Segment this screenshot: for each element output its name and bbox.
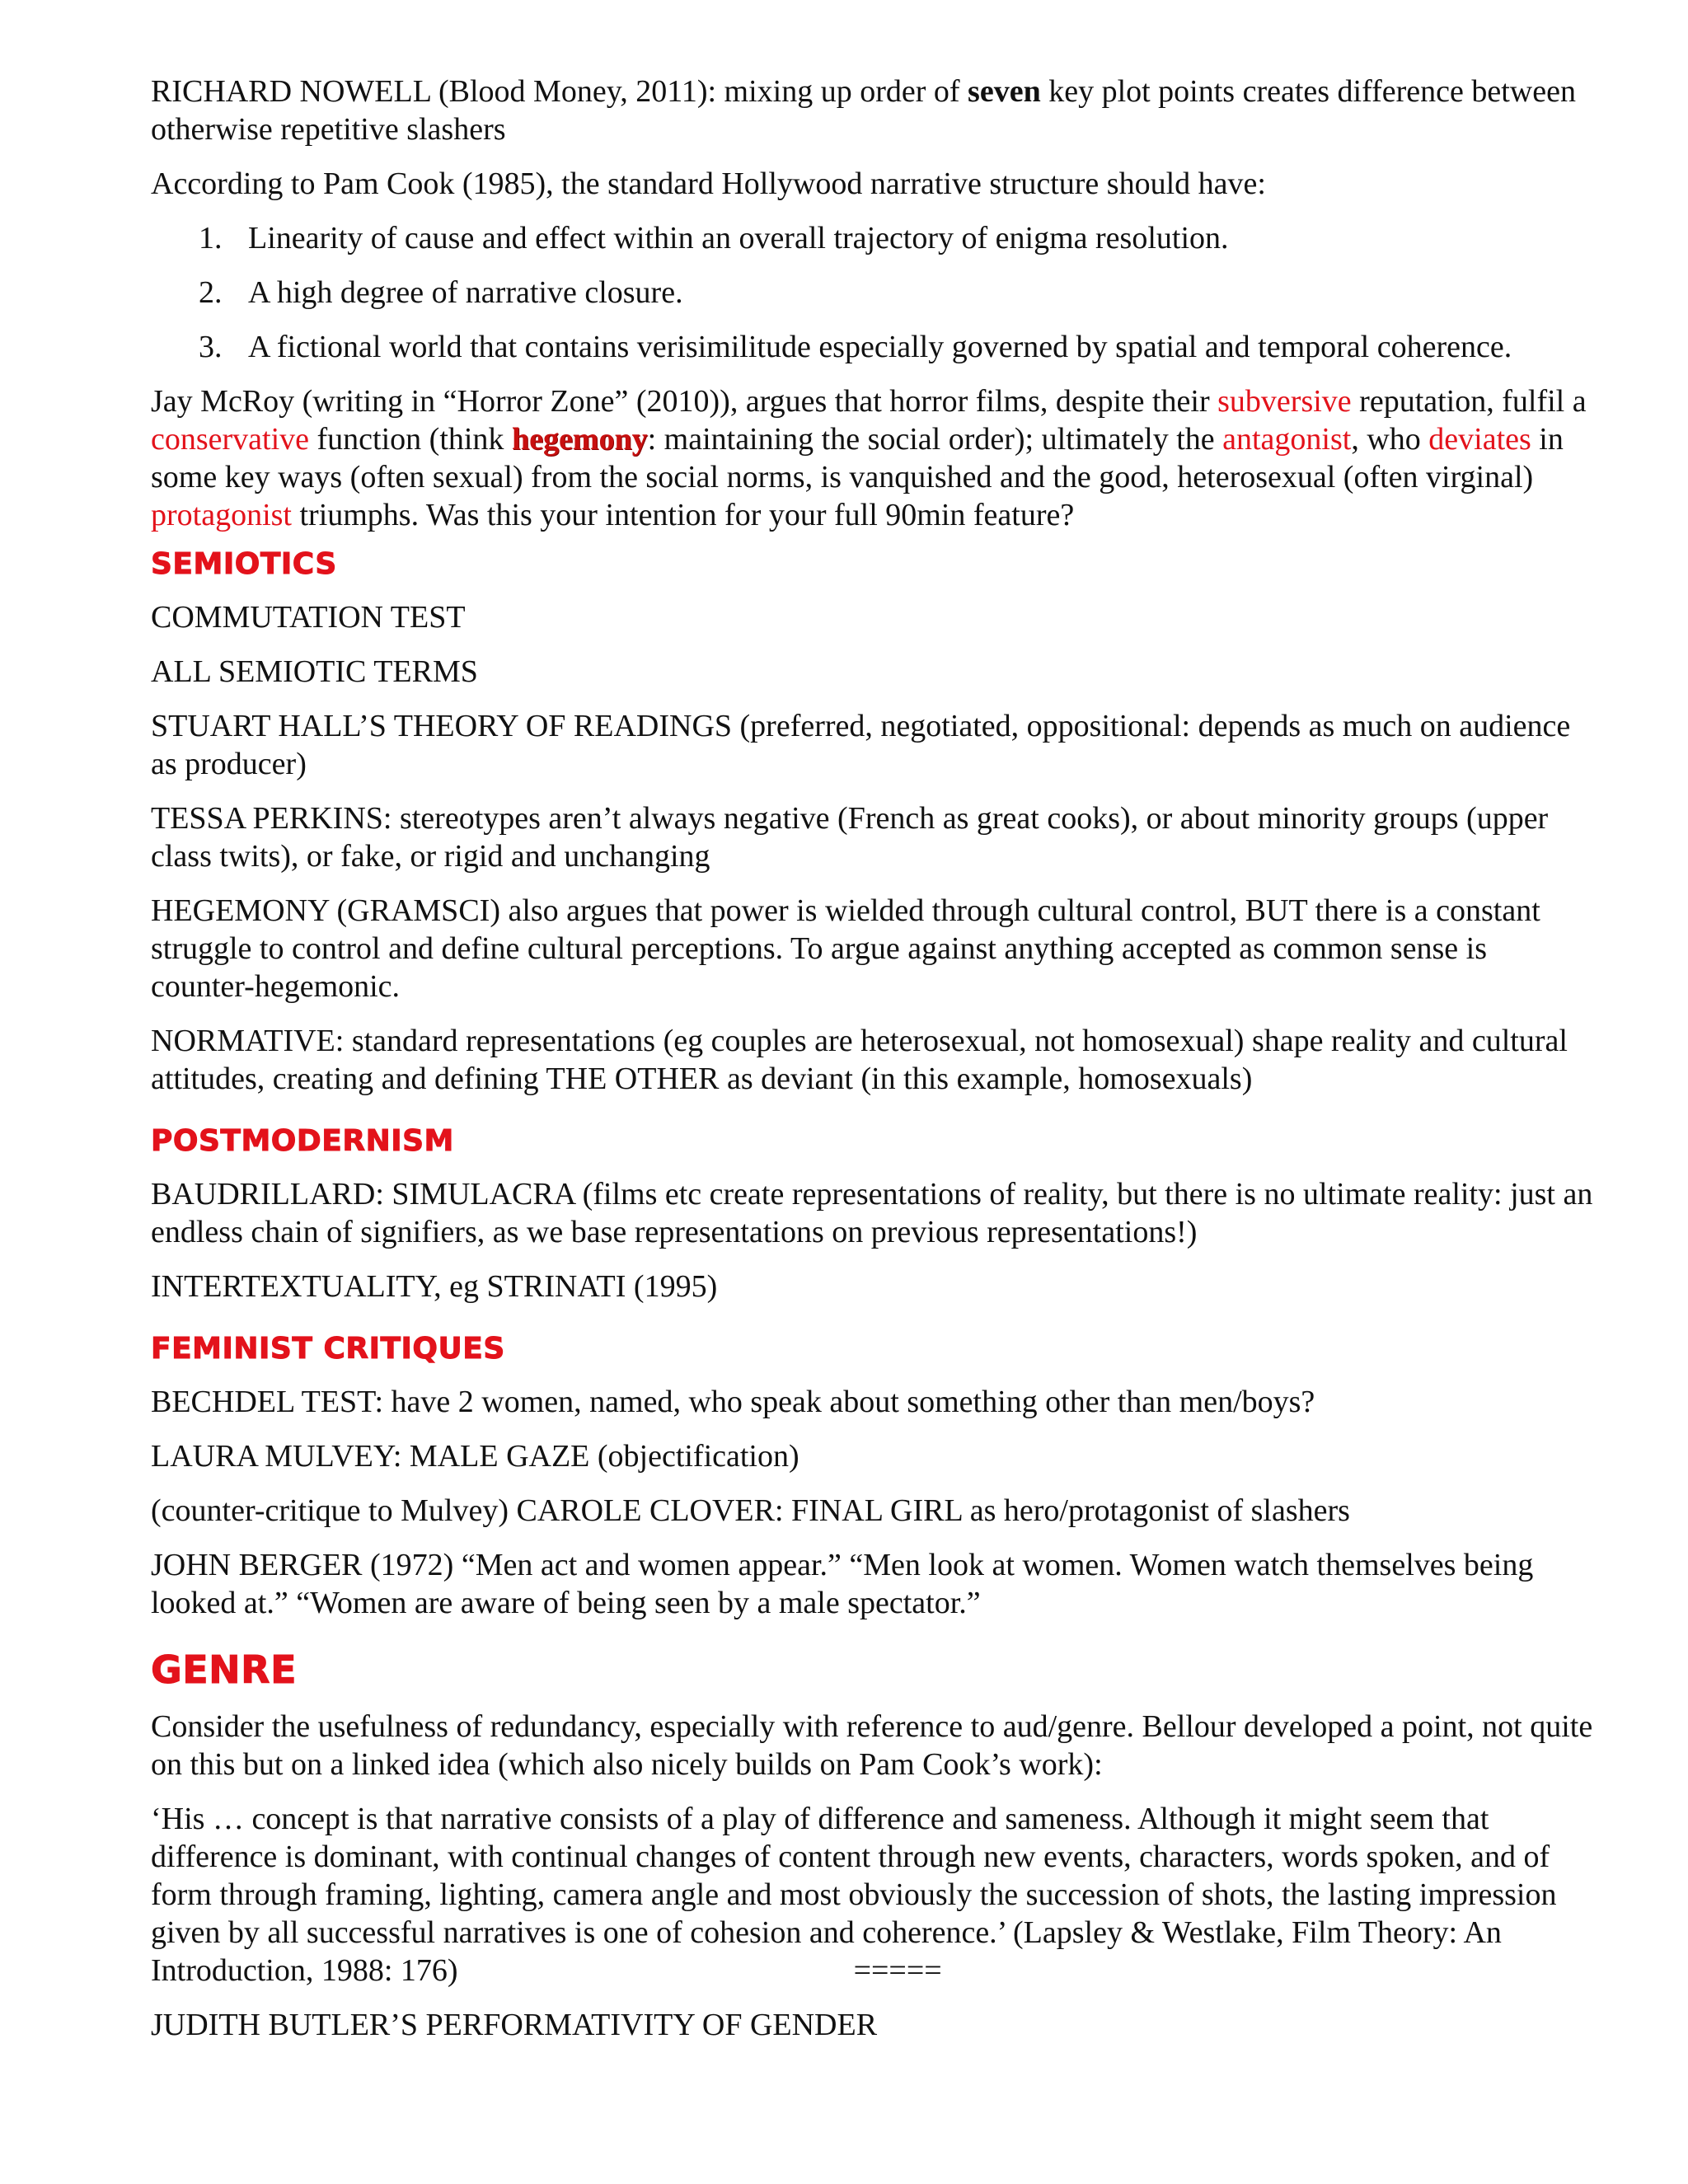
semiotics-item: ALL SEMIOTIC TERMS <box>151 654 478 689</box>
heading-semiotics: SEMIOTICS <box>151 547 337 581</box>
mcroy-text: Jay McRoy (writing in “Horror Zone” (2010)), argues that horror films, despite their <box>151 384 1218 419</box>
semiotics-item: COMMUTATION TEST <box>151 600 466 635</box>
semiotics-item: HEGEMONY (GRAMSCI) also argues that power is wielded through cultural control, BUT there is a constant struggle to control and define cultural perceptions. To argue against anything accepted as common sense is counter-hegemonic. <box>151 893 1540 1004</box>
feminist-item: LAURA MULVEY: MALE GAZE (objectification) <box>151 1439 799 1474</box>
cook-list <box>151 219 1593 366</box>
feminist-item: BECHDEL TEST: have 2 women, named, who speak about something other than men/boys? <box>151 1385 1315 1419</box>
term-antagonist: antagonist <box>1222 422 1352 457</box>
heading-feminist-critiques: FEMINIST CRITIQUES <box>151 1332 505 1366</box>
heading-postmodernism: POSTMODERNISM <box>151 1124 454 1158</box>
list-number: 1. <box>199 221 223 255</box>
mcroy-text: , who <box>1351 422 1429 457</box>
nowell-bold-seven: seven <box>968 74 1041 109</box>
list-text: Linearity of cause and effect within an overall trajectory of enigma resolution. <box>248 221 1229 255</box>
list-item <box>151 328 1593 366</box>
list-number: 2. <box>199 275 223 310</box>
heading-genre: GENRE <box>151 1647 298 1692</box>
nowell-paragraph <box>151 73 1593 148</box>
cook-intro: According to Pam Cook (1985), the standard Hollywood narrative structure should have: <box>151 166 1266 201</box>
divider-marker: ===== <box>853 1953 942 1988</box>
butler-line: JUDITH BUTLER’S PERFORMATIVITY OF GENDER <box>151 2008 878 2042</box>
mcroy-text: : maintaining the social order); ultimately the <box>647 422 1223 457</box>
term-subversive: subversive <box>1217 384 1352 419</box>
mcroy-text: reputation, fulfil a <box>1351 384 1587 419</box>
list-text: A fictional world that contains verisimilitude especially governed by spatial and temporal coherence. <box>248 330 1512 364</box>
nowell-text-end: key plot points creates difference between otherwise repetitive slashers <box>151 74 1576 147</box>
quote-text: ‘His … concept is that narrative consists of a play of difference and sameness. Although it might seem that difference is dominant, with continual changes of content through new events, characters, words spoken, and of form through framing, lighting, camera angle and most obviously the succession of shots, the lasting impression given by all successful narratives is one of cohesion and coherence.’ (Lapsley & Westlake, Film Theory: An Introduction, 1988: 176) <box>151 1802 1557 1988</box>
list-text: A high degree of narrative closure. <box>248 275 683 310</box>
document-page <box>151 73 1593 2060</box>
postmodernism-item: INTERTEXTUALITY, eg STRINATI (1995) <box>151 1269 718 1304</box>
mcroy-text: function (think <box>309 422 512 457</box>
feminist-item: (counter-critique to Mulvey) CAROLE CLOVER: FINAL GIRL as hero/protagonist of slashers <box>151 1493 1350 1528</box>
term-protagonist: protagonist <box>151 498 292 532</box>
mcroy-text: in some key ways (often sexual) from the social norms, is vanquished and the good, heterosexual (often virginal) <box>151 422 1564 494</box>
mcroy-text: triumphs. Was this your intention for your full 90min feature? <box>291 498 1075 532</box>
mcroy-paragraph <box>151 382 1593 534</box>
semiotics-item: STUART HALL’S THEORY OF READINGS (preferred, negotiated, oppositional: depends as much on audience as producer) <box>151 709 1571 781</box>
genre-quote <box>151 1800 1593 1990</box>
list-number: 3. <box>199 330 223 364</box>
genre-intro: Consider the usefulness of redundancy, especially with reference to aud/genre. Bellour developed a point, not quite on this but on a linked idea (which also nicely builds on Pam Cook’s work): <box>151 1709 1593 1782</box>
semiotics-item: TESSA PERKINS: stereotypes aren’t always negative (French as great cooks), or about minority groups (upper class twits), or fake, or rigid and unchanging <box>151 801 1549 874</box>
nowell-text: RICHARD NOWELL (Blood Money, 2011): mixing up order of <box>151 74 968 109</box>
term-conservative: conservative <box>151 422 310 457</box>
term-deviates: deviates <box>1428 422 1531 457</box>
feminist-item: JOHN BERGER (1972) “Men act and women appear.” “Men look at women. Women watch themselves being looked at.” “Women are aware of being seen by a male spectator.” <box>151 1548 1534 1620</box>
semiotics-item: NORMATIVE: standard representations (eg couples are heterosexual, not homosexual) shape reality and cultural attitudes, creating and defining THE OTHER as deviant (in this example, homosexuals) <box>151 1024 1568 1096</box>
term-hegemony: hegemony <box>511 422 648 457</box>
list-item <box>151 219 1593 257</box>
list-item <box>151 274 1593 312</box>
postmodernism-item: BAUDRILLARD: SIMULACRA (films etc create representations of reality, but there is no ultimate reality: just an endless chain of signifiers, as we base representations on previous representations!) <box>151 1177 1593 1249</box>
